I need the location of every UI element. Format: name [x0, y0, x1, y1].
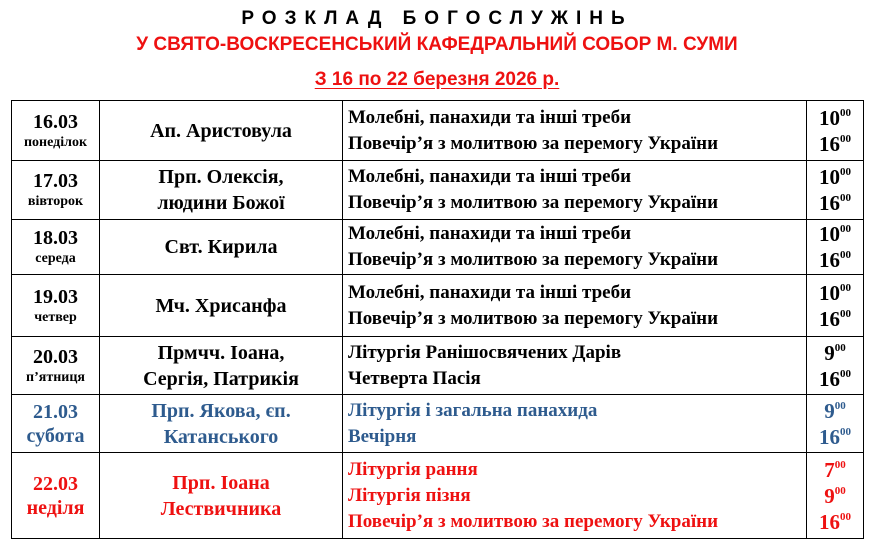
service-item: Повечір’я з молитвою за перемогу України [348, 132, 719, 154]
saint-name: Мч. Хрисанфа [155, 294, 287, 317]
date-number: 17.03 [33, 170, 78, 192]
service-time: $10^{00}$ [819, 280, 851, 305]
service-time: $16^{00}$ [819, 509, 851, 534]
date-number: 21.03 [33, 400, 78, 423]
saint-cell [100, 101, 343, 161]
schedule-title: РОЗКЛАД БОГОСЛУЖІНЬ [241, 8, 633, 29]
weekday: п’ятниця [26, 369, 85, 385]
saint-name: Катанського [163, 425, 279, 448]
service-time: $10^{00}$ [819, 165, 851, 189]
times-cell [807, 161, 864, 220]
saint-cell [100, 220, 343, 275]
saint-name: Прп. Олексія, [158, 166, 284, 188]
service-time: $16^{00}$ [819, 424, 851, 449]
date-cell [12, 161, 100, 220]
date-number: 16.03 [33, 110, 78, 133]
service-item: Літургія пізня [348, 484, 471, 506]
date-number: 19.03 [33, 285, 78, 308]
service-item: Літургія рання [348, 458, 478, 480]
saint-name: Лествичника [160, 497, 282, 520]
schedule-row-thursday [12, 275, 864, 337]
weekday: четвер [34, 309, 77, 325]
saint-cell [100, 161, 343, 220]
schedule-row-tuesday [12, 161, 864, 220]
saint-name: Прп. Якова, єп. [151, 399, 291, 422]
service-item: Повечір’я з молитвою за перемогу України [348, 307, 719, 329]
service-time: $16^{00}$ [819, 248, 851, 272]
schedule-row-sunday [12, 453, 864, 539]
date-range: З 16 по 22 березня 2026 р. [314, 69, 560, 90]
service-time: $16^{00}$ [819, 191, 851, 215]
services-cell [343, 161, 807, 220]
times-cell [807, 337, 864, 395]
services-cell [343, 101, 807, 161]
weekday: неділя [26, 496, 85, 519]
service-time: $7^{00}$ [824, 457, 846, 482]
service-item: Повечір’я з молитвою за перемогу України [348, 249, 719, 270]
service-item: Молебні, панахиди та інші треби [348, 281, 632, 303]
date-number: 18.03 [33, 227, 78, 249]
times-cell [807, 395, 864, 453]
service-time: $9^{00}$ [824, 483, 846, 508]
services-cell [343, 395, 807, 453]
date-number: 22.03 [33, 472, 78, 495]
services-cell [343, 275, 807, 337]
saint-name: Сергія, Патрикія [143, 367, 299, 390]
saint-cell [100, 337, 343, 395]
saint-name: людини Божої [157, 192, 285, 214]
service-item: Молебні, панахиди та інші треби [348, 166, 632, 187]
services-cell [343, 453, 807, 539]
service-time: $16^{00}$ [819, 131, 851, 156]
service-time: $10^{00}$ [819, 105, 851, 130]
service-time: $16^{00}$ [819, 366, 851, 391]
service-time: $10^{00}$ [819, 222, 851, 246]
schedule-row-monday [12, 101, 864, 161]
service-item: Молебні, панахиди та інші треби [348, 223, 632, 244]
service-item: Літургія і загальна панахида [348, 399, 598, 421]
service-time: $9^{00}$ [824, 398, 846, 423]
service-item: Молебні, панахиди та інші треби [348, 106, 632, 128]
schedule-row-friday [12, 337, 864, 395]
schedule-row-saturday [12, 395, 864, 453]
saint-name: Прп. Іоана [172, 471, 270, 494]
services-cell [343, 220, 807, 275]
date-number: 20.03 [33, 345, 78, 368]
schedule-row-wednesday [12, 220, 864, 275]
weekday: вівторок [27, 194, 84, 209]
times-cell [807, 275, 864, 337]
service-item: Четверта Пасія [348, 367, 481, 389]
saint-name: Свт. Кирила [164, 236, 278, 258]
times-cell [807, 453, 864, 539]
weekday: субота [26, 424, 85, 447]
service-time: $16^{00}$ [819, 306, 851, 331]
services-cell [343, 337, 807, 395]
schedule-table [11, 100, 864, 539]
saint-name: Прмчч. Іоана, [157, 341, 285, 364]
date-cell [12, 453, 100, 539]
service-item: Літургія Ранішосвячених Дарів [348, 341, 622, 363]
cathedral-name: У СВЯТО-ВОСКРЕСЕНСЬКИЙ КАФЕДРАЛЬНИЙ СОБОР М. СУМИ [136, 34, 738, 55]
service-item: Повечір’я з молитвою за перемогу України [348, 192, 719, 213]
date-cell [12, 337, 100, 395]
date-cell [12, 395, 100, 453]
weekday: понеділок [23, 134, 88, 150]
service-item: Вечірня [348, 425, 417, 447]
weekday: середа [35, 251, 76, 266]
saint-cell [100, 275, 343, 337]
saint-cell [100, 395, 343, 453]
saint-cell [100, 453, 343, 539]
date-cell [12, 220, 100, 275]
date-cell [12, 101, 100, 161]
date-cell [12, 275, 100, 337]
service-time: $9^{00}$ [824, 340, 846, 365]
saint-name: Ап. Аристовула [150, 119, 292, 142]
times-cell [807, 220, 864, 275]
service-item: Повечір’я з молитвою за перемогу України [348, 510, 719, 532]
times-cell [807, 101, 864, 161]
